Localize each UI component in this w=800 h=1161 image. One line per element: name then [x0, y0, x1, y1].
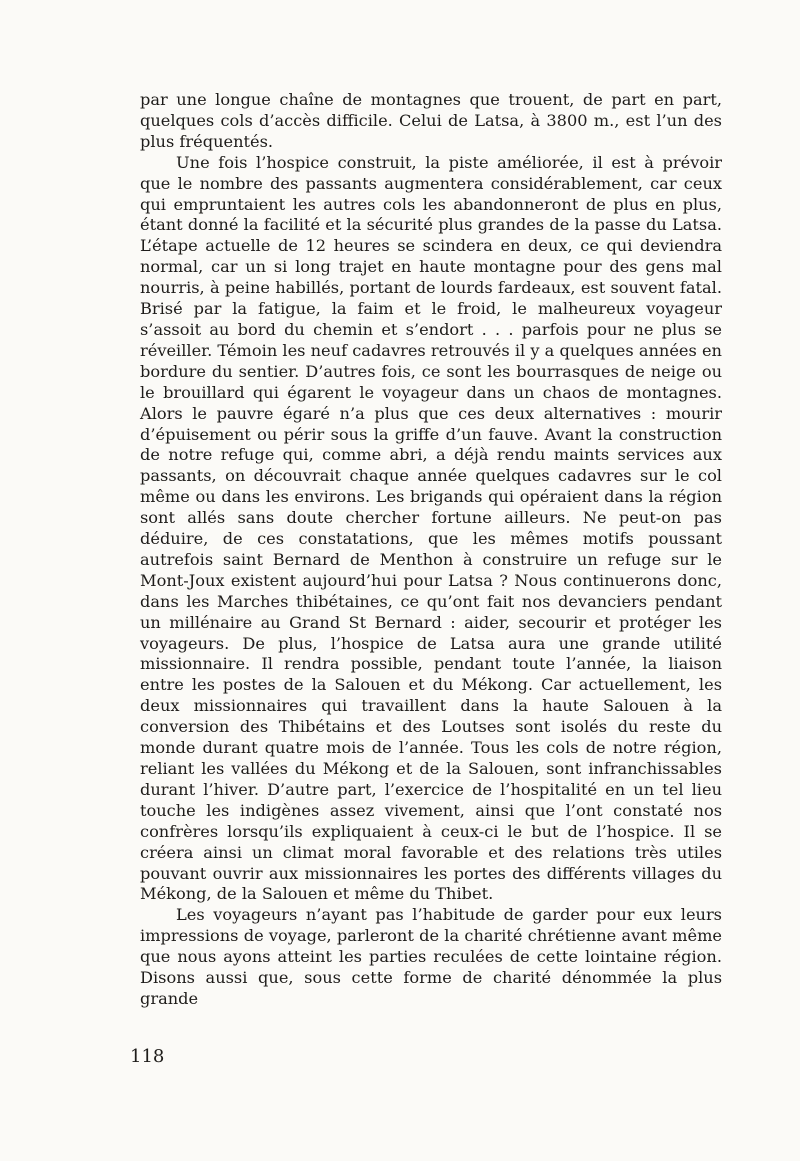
page-number: 118: [130, 1046, 165, 1067]
paragraph-1: par une longue chaîne de montagnes que trouent, de part en part, quelques cols d’accès difficile. Celui de Latsa, à 3800 m., est l’un des plus fréquentés.: [140, 90, 722, 151]
paragraph-3: Les voyageurs n’ayant pas l’habitude de garder pour eux leurs impressions de voyage, parleront de la charité chrétienne avant même que nous ayons atteint les parties reculées de cette lointaine région. Disons aussi que, sous cette forme de charité dénommée la plus grande: [140, 905, 722, 1008]
paragraph-2: Une fois l’hospice construit, la piste améliorée, il est à prévoir que le nombre des passants augmentera considérablement, car ceux qui empruntaient les autres cols les abandonneront de plus en plus, étant donné la facilité et la sécurité plus grandes de la passe du Latsa. L’étape actuelle de 12 heures se scindera en deux, ce qui deviendra normal, car un si long trajet en haute montagne pour des gens mal nourris, à peine habillés, portant de lourds fardeaux, est souvent fatal. Brisé par la fatigue, la faim et le froid, le malheureux voyageur s’assoit au bord du chemin et s’endort . . . parfois pour ne plus se réveiller. Témoin les neuf cadavres retrouvés il y a quelques années en bordure du sentier. D’autres fois, ce sont les bourrasques de neige ou le brouillard qui égarent le voyageur dans un chaos de montagnes. Alors le pauvre égaré n’a plus que ces deux alternatives : mourir d’épuisement ou périr sous la griffe d’un fauve. Avant la construction de notre refuge qui, comme abri, a déjà rendu maints services aux passants, on découvrait chaque année quelques cadavres sur le col même ou dans les environs. Les brigands qui opéraient dans la région sont allés sans doute chercher fortune ailleurs. Ne peut-on pas déduire, de ces constatations, que les mêmes motifs poussant autrefois saint Bernard de Menthon à construire un refuge sur le Mont-Joux existent aujourd’hui pour Latsa ? Nous continuerons donc, dans les Marches thibétaines, ce qu’ont fait nos devanciers pendant un millénaire au Grand St Bernard : aider, secourir et protéger les voyageurs. De plus, l’hospice de Latsa aura une grande utilité missionnaire. Il rendra possible, pendant toute l’année, la liaison entre les postes de la Salouen et du Mékong. Car actuellement, les deux missionnaires qui travaillent dans la haute Salouen à la conversion des Thibétains et des Loutses sont isolés du reste du monde durant quatre mois de l’année. Tous les cols de notre région, reliant les vallées du Mékong et de la Salouen, sont infranchissables durant l’hiver. D’autre part, l’exercice de l’hospitalité en un tel lieu touche les indigènes assez vivement, ainsi que l’ont constaté nos confrères lorsqu’ils expliquaient à ceux-ci le but de l’hospice. Il se créera ainsi un climat moral favorable et des relations très utiles pouvant ouvrir aux missionnaires les portes des différents villages du Mékong, de la Salouen et même du Thibet.: [140, 152, 722, 904]
body-text: [140, 90, 722, 1010]
